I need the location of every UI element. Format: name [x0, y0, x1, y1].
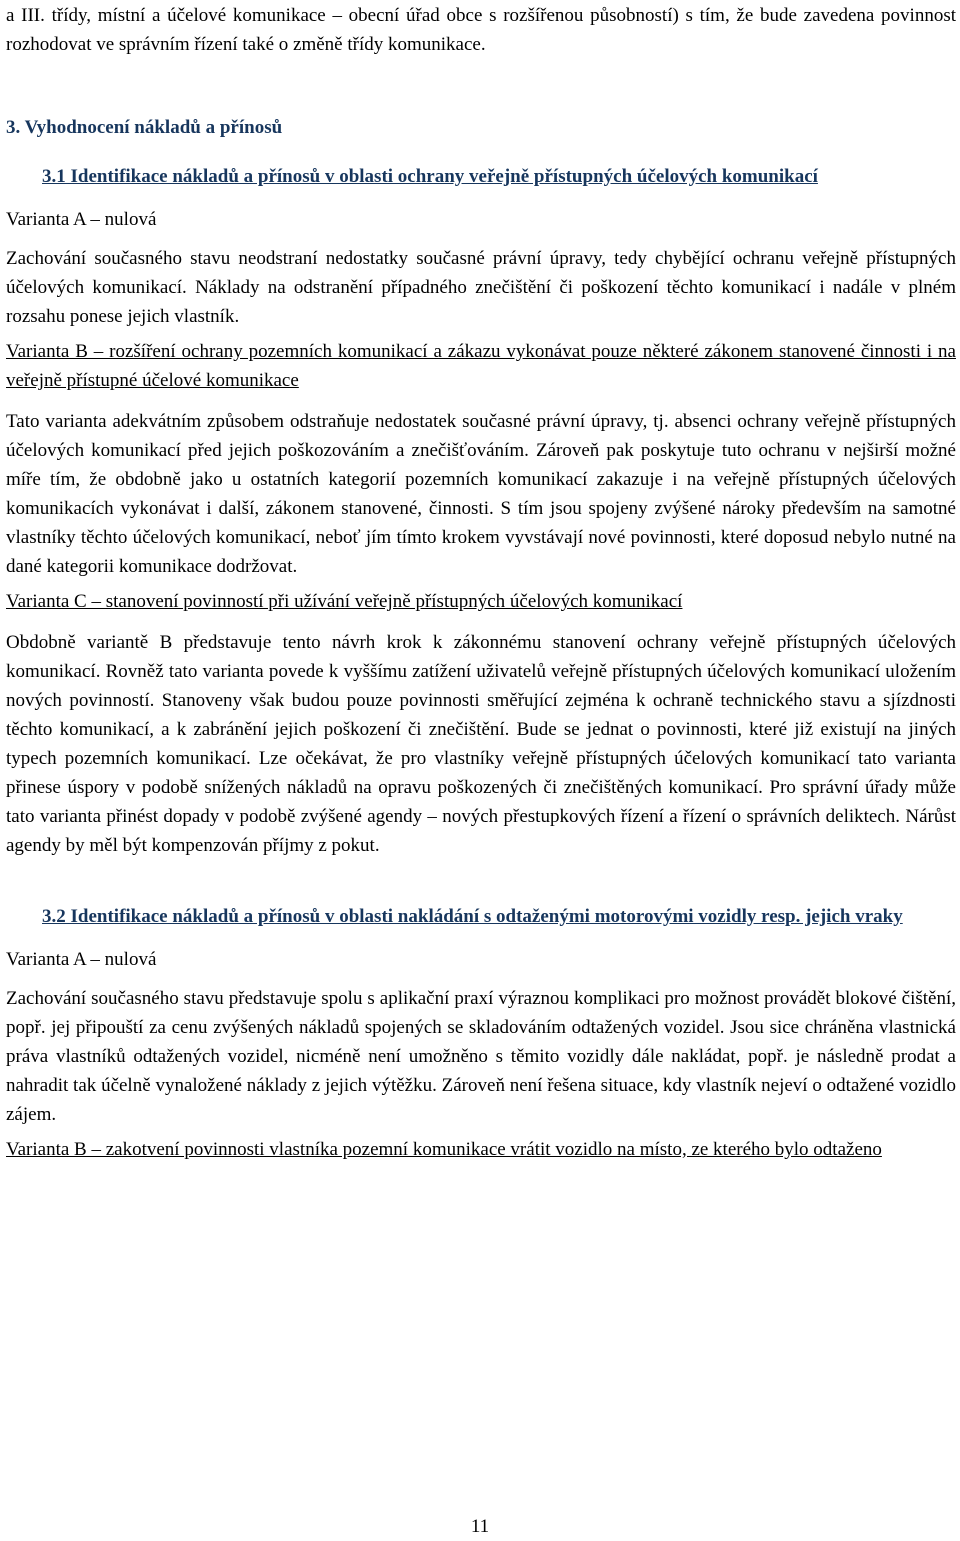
section-3-1-variant-b-title: Varianta B – rozšíření ochrany pozemních komunikací a zákazu vykonávat pouze některé zákonem stanovené činnosti i na veřejně přístupné účelové komunikace	[6, 341, 956, 391]
document-page	[6, 0, 956, 1176]
section-3-2-heading: 3.2 Identifikace nákladů a přínosů v oblasti nakládání s odtaženými motorovými vozidly resp. jejich vraky	[42, 906, 903, 927]
section-3-2-variant-b-title: Varianta B – zakotvení povinnosti vlastníka pozemní komunikace vrátit vozidlo na místo, ze kterého bylo odtaženo	[6, 1139, 882, 1160]
section-3-2-variant-a-title: Varianta A – nulová	[6, 949, 157, 970]
section-3-2-variant-a-text: Zachování současného stavu představuje spolu s aplikační praxí výraznou komplikaci pro možnost provádět blokové čištění, popř. jej připouští za cenu zvýšených nákladů spojených se skladováním odtažených vozidel. Jsou sice chráněna vlastnická práva vlastníků odtažených vozidel, nicméně není umožněno s těmito vozidly dále nakládat, popř. je následně prodat a nahradit tak účelně vynaložené náklady z jejich výtěžku. Zároveň není řešena situace, kdy vlastník nejeví o odtažené vozidlo zájem.	[6, 988, 956, 1125]
section-3-1-variant-c-title: Varianta C – stanovení povinností při užívání veřejně přístupných účelových komunikací	[6, 591, 683, 612]
section-3-1-variant-a-title: Varianta A – nulová	[6, 209, 157, 230]
section-3-1-variant-c-text: Obdobně variantě B představuje tento návrh krok k zákonnému stanovení ochrany veřejně přístupných účelových komunikací. Rovněž tato varianta povede k vyššímu zatížení uživatelů veřejně přístupných účelových komunikací uložením nových povinností. Stanoveny však budou pouze povinnosti směřující zejména k ochraně technického stavu a sjízdnosti těchto komunikací, a k zabránění jejich poškození či znečištění. Bude se jednat o povinnosti, které již existují na jiných typech pozemních komunikací. Lze očekávat, že pro vlastníky veřejně přístupných účelových komunikací tato varianta přinese úspory v podobě snížených nákladů na opravu poškozených či znečištěných komunikací. Pro správní úřady může tato varianta přinést dopady v podobě zvýšené agendy – nových přestupkových řízení a řízení o správních deliktech. Nárůst agendy by měl být kompenzován příjmy z pokut.	[6, 632, 956, 856]
section-3-heading: 3. Vyhodnocení nákladů a přínosů	[6, 117, 283, 138]
page-number: 11	[470, 1516, 490, 1537]
section-3-1-heading: 3.1 Identifikace nákladů a přínosů v oblasti ochrany veřejně přístupných účelových komunikací	[42, 166, 818, 187]
intro-paragraph: a III. třídy, místní a účelové komunikace – obecní úřad obce s rozšířenou působností) s tím, že bude zavedena povinnost rozhodovat ve správním řízení také o změně třídy komunikace.	[6, 5, 956, 55]
section-3-1-variant-a-text: Zachování současného stavu neodstraní nedostatky současné právní úpravy, tedy chybějící ochranu veřejně přístupných účelových komunikací. Náklady na odstranění případného znečištění či poškození těchto komunikací i nadále v plném rozsahu ponese jejich vlastník.	[6, 248, 956, 327]
section-3-1-variant-b-text: Tato varianta adekvátním způsobem odstraňuje nedostatek současné právní úpravy, tj. absenci ochrany veřejně přístupných účelových komunikací před jejich poškozováním a znečišťováním. Zároveň pak poskytuje tuto ochranu v nejširší možné míře tím, že obdobně jako u ostatních kategorií pozemních komunikací zakazuje i na veřejně přístupných účelových komunikacích vykonávat i další, zákonem stanovené, činnosti. S tím jsou spojeny zvýšené nároky především na samotné vlastníky těchto účelových komunikací, neboť jím tímto krokem vyvstávají nové povinnosti, které doposud nebylo nutné na dané kategorii komunikace dodržovat.	[6, 411, 956, 577]
